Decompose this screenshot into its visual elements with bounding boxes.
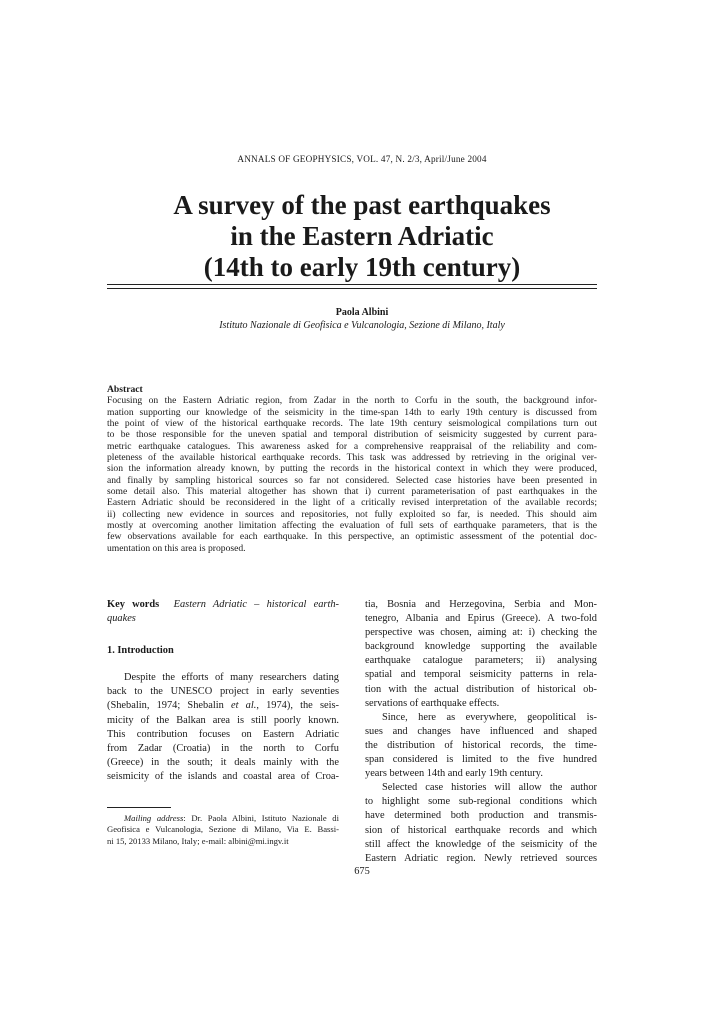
author-affiliation: Istituto Nazionale di Geofisica e Vulcanologia, Sezione di Milano, Italy — [219, 320, 505, 331]
body-text: , 1974), the seis- — [256, 700, 339, 712]
body-line: the distribution of historical records, the time- — [365, 739, 597, 751]
body-line: tia, Bosnia and Herzegovina, Serbia and Mon- — [365, 599, 597, 610]
body-line: Eastern Adriatic region. Newly retrieved sources — [365, 852, 597, 864]
abstract-line: to be those responsible for the uneven spatial and temporal distribution of seismicity suggested by current para- — [107, 429, 597, 441]
spacer — [107, 658, 339, 671]
abstract-line: few observations available for each earthquake. In this perspective, an optimistic assessment of the potential doc- — [107, 531, 597, 543]
abstract-line: metric earthquake catalogues. This awareness asked for a comprehensive reappraisal of the reliability and com- — [107, 440, 597, 452]
footnote-rule — [107, 807, 171, 808]
author-name: Paola Albini — [335, 307, 389, 318]
body-line: background knowledge supporting the available — [365, 641, 597, 653]
body-line: Since, here as everywhere, geopolitical is- — [382, 711, 597, 723]
body-line: servations of earthquake effects. — [365, 697, 500, 709]
body-line: Despite the efforts of many researchers dating — [124, 672, 339, 684]
keywords-text: Eastern Adriatic – historical earth- — [173, 599, 339, 610]
body-line: tenegro, Albania and Epirus (Greece). A two-fold — [365, 613, 597, 625]
body-line: years between 14th and early 19th century. — [365, 768, 543, 780]
footnote-label: Mailing address — [124, 813, 184, 823]
abstract-line: and finally by sampling historical sources so far not considered. Selected case histories have been presented in — [107, 474, 597, 486]
footnote-line: ni 15, 20133 Milano, Italy; e-mail: albini@mi.ingv.it — [107, 835, 289, 846]
abstract-line: sion the information already known, by putting the records in the historical context in which they were produced, — [107, 463, 597, 475]
body-line: earthquake catalogue parameters; ii) analysing — [365, 655, 597, 667]
spacer — [107, 626, 339, 644]
abstract-line: pleteness of the available historical earthquake records. This task was addressed by retrieving in the original ver- — [107, 452, 597, 464]
body-line: back to the UNESCO project in early seventies — [107, 686, 339, 698]
abstract-line: Focusing on the Eastern Adriatic region, from Zadar in the north to Corfu in the south, the background infor- — [107, 395, 597, 407]
title-line-3: (14th to early 19th century) — [203, 252, 521, 282]
title-line-2: in the Eastern Adriatic — [230, 221, 494, 251]
journal-header: ANNALS OF GEOPHYSICS, VOL. 47, N. 2/3, April/June 2004 — [237, 154, 487, 164]
title-rule-bottom — [107, 288, 597, 289]
body-line: still affect the knowledge of the seismicity of the — [365, 838, 597, 850]
body-line: sues and changes have influenced and shaped — [365, 725, 597, 737]
abstract-line: some detail also. This material altogether has shown that i) current parameterisation of past earthquakes in the — [107, 486, 597, 498]
body-line: Selected case histories will allow the author — [382, 782, 597, 794]
body-line: perspective was chosen, aiming at: i) checking the — [365, 627, 597, 639]
right-column — [365, 598, 597, 866]
body-line: sion of historical earthquake records and which — [365, 824, 597, 836]
abstract-line: ii) collecting new evidence in sources and repositories, not fully exploited so far, is needed. This should aim — [107, 508, 597, 520]
body-line: (Greece) in the south; it deals mainly with the — [107, 756, 339, 768]
footnote-line — [107, 813, 339, 824]
abstract-line: umentation on this area is proposed. — [107, 542, 246, 554]
body-line: have determined both production and transmis- — [365, 810, 597, 822]
body-line: to highlight some sub-regional conditions which — [365, 796, 597, 808]
body-line: seismicity of the islands and coastal area of Croa- — [107, 770, 339, 782]
abstract-line: mostly at overcoming another limitation affecting the evaluation of full sets of earthquake parameters, that is the — [107, 520, 597, 532]
body-line — [107, 699, 339, 713]
footnote — [107, 813, 339, 847]
body-line: tion with the actual distribution of historical ob- — [365, 683, 597, 695]
keywords-line — [107, 598, 339, 612]
body-line: This contribution focuses on Eastern Adriatic — [107, 728, 339, 740]
abstract-line: mation supporting our knowledge of the seismicity in the time-span 14th to early 19th century is discussed from — [107, 406, 597, 418]
paper-title — [80, 190, 644, 283]
body-text: (Shebalin, 1974; Shebalin — [107, 700, 231, 712]
footnote-line: Geofisica e Vulcanologia, Sezione di Milano, Via E. Bassi- — [107, 824, 339, 835]
keywords-label: Key words — [107, 599, 160, 610]
left-column — [107, 598, 339, 784]
body-line: spatial and temporal seismicity patterns in rela- — [365, 669, 597, 681]
abstract-line: Eastern Adriatic should be reconsidered in the light of a critically revised interpretation of the available records; — [107, 497, 597, 509]
page-number: 675 — [354, 866, 370, 877]
title-line-1: A survey of the past earthquakes — [173, 190, 551, 220]
body-line: micity of the Balkan area is still poorly known. — [107, 714, 339, 726]
abstract-line: the point of view of the historical earthquake records. The late 19th century seismological compilations turn out — [107, 418, 597, 430]
title-rule-top — [107, 284, 597, 285]
et-al: et al. — [230, 700, 257, 712]
abstract-heading: Abstract — [107, 384, 143, 395]
body-line: from Zadar (Croatia) in the north to Corfu — [107, 742, 339, 754]
abstract — [107, 384, 597, 554]
footnote-text: : Dr. Paola Albini, Istituto Nazionale di — [183, 813, 339, 823]
body-line: span considered is limited to the five hundred — [365, 754, 597, 766]
keywords-line: quakes — [107, 613, 136, 625]
section-heading: 1. Introduction — [107, 645, 174, 657]
